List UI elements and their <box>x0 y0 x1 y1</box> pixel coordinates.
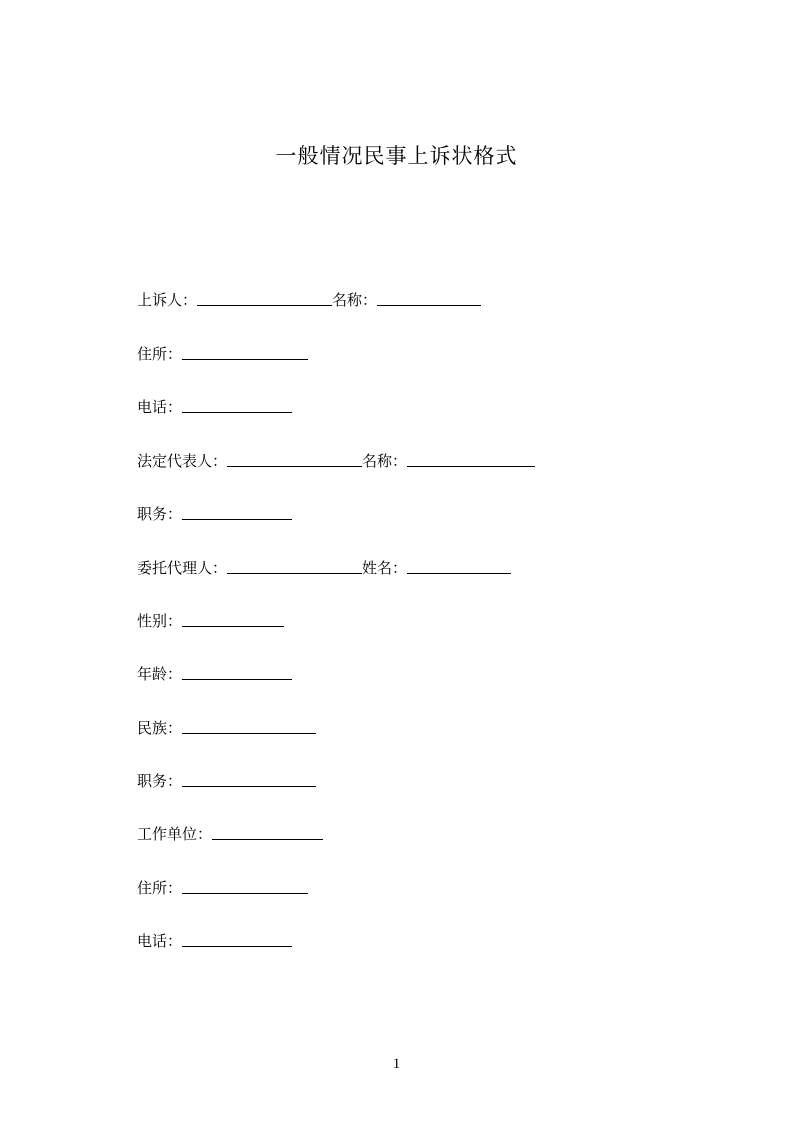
page-number: 1 <box>392 1056 401 1072</box>
position-label-2: 职务： <box>137 772 183 790</box>
agent-row <box>137 556 511 580</box>
gender-blank[interactable] <box>182 625 284 627</box>
legal-rep-name-blank[interactable] <box>407 465 535 467</box>
legal-rep-label: 法定代表人： <box>137 452 228 470</box>
age-blank[interactable] <box>182 678 292 680</box>
phone-row-2 <box>137 929 292 953</box>
address-blank-1[interactable] <box>182 358 308 360</box>
address-label-1: 住所： <box>137 345 183 363</box>
address-row-1 <box>137 342 308 366</box>
ethnicity-label: 民族： <box>137 719 183 737</box>
phone-row-1 <box>137 395 292 419</box>
position-blank-2[interactable] <box>182 785 316 787</box>
position-label-1: 职务： <box>137 505 183 523</box>
employer-label: 工作单位： <box>137 825 213 843</box>
agent-name-label: 姓名： <box>362 559 408 577</box>
employer-row <box>137 822 323 846</box>
appellant-name-blank[interactable] <box>377 304 481 306</box>
legal-rep-name-label: 名称： <box>362 452 408 470</box>
position-row-1 <box>137 502 292 526</box>
legal-rep-blank[interactable] <box>227 465 362 467</box>
agent-name-blank[interactable] <box>407 572 511 574</box>
phone-blank-1[interactable] <box>182 411 292 413</box>
phone-label-1: 电话： <box>137 398 183 416</box>
legal-rep-row <box>137 449 535 473</box>
address-label-2: 住所： <box>137 879 183 897</box>
gender-row <box>137 609 284 633</box>
gender-label: 性别： <box>137 612 183 630</box>
appellant-label: 上诉人： <box>137 291 198 309</box>
ethnicity-blank[interactable] <box>182 732 316 734</box>
appellant-blank[interactable] <box>197 304 332 306</box>
document-title: 一般情况民事上诉状格式 <box>275 144 518 168</box>
phone-blank-2[interactable] <box>182 945 292 947</box>
position-blank-1[interactable] <box>182 518 292 520</box>
employer-blank[interactable] <box>212 838 323 840</box>
address-blank-2[interactable] <box>182 892 308 894</box>
age-row <box>137 662 292 686</box>
agent-label: 委托代理人： <box>137 559 228 577</box>
appellant-row <box>137 288 481 312</box>
position-row-2 <box>137 769 316 793</box>
ethnicity-row <box>137 716 316 740</box>
phone-label-2: 电话： <box>137 932 183 950</box>
appellant-name-label: 名称： <box>332 291 378 309</box>
agent-blank[interactable] <box>227 572 362 574</box>
address-row-2 <box>137 876 308 900</box>
age-label: 年龄： <box>137 665 183 683</box>
